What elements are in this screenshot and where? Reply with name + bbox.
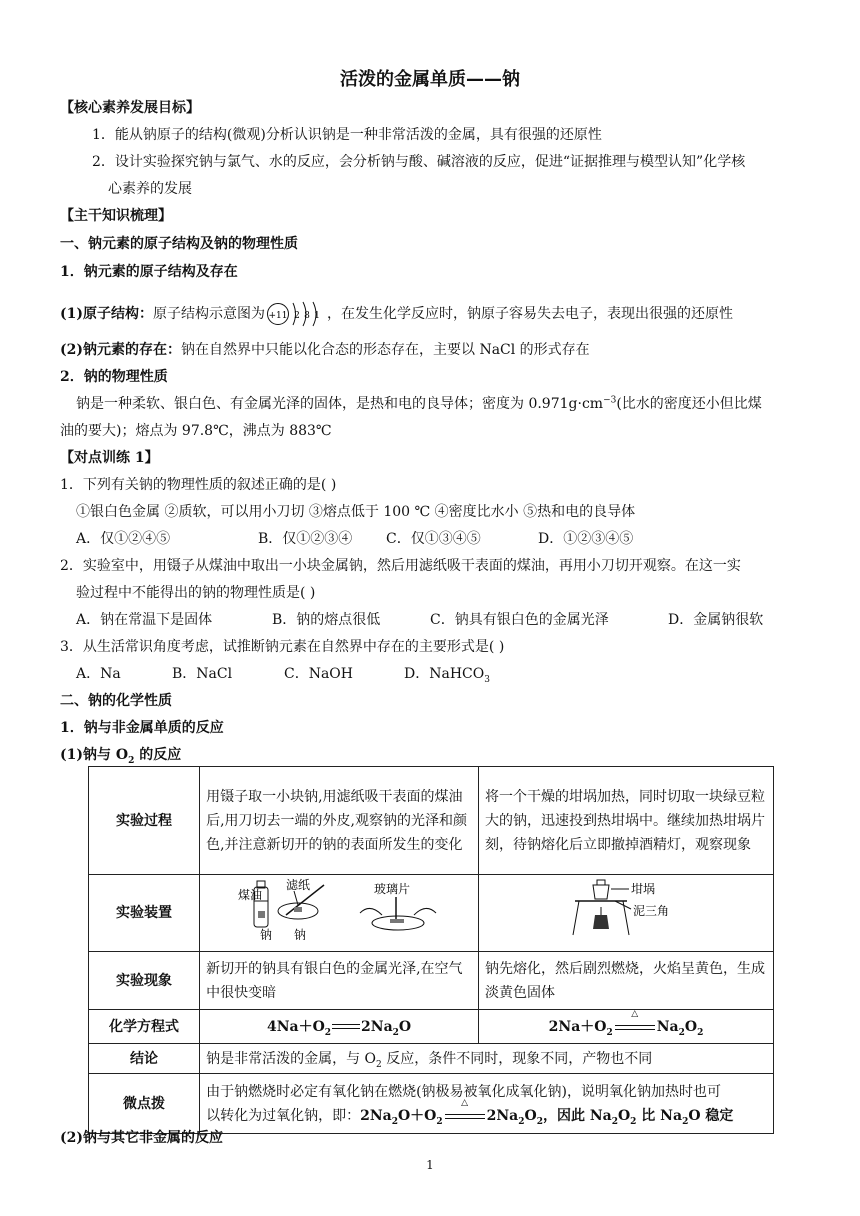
electron-shell-1: 2 <box>294 311 300 321</box>
row-head-equation: 化学方程式 <box>89 1010 200 1044</box>
row-head-process: 实验过程 <box>89 767 200 875</box>
page-number: 1 <box>426 1158 434 1172</box>
conclusion-cell: 钠是非常活泼的金属，与 $O_2$ 反应，条件不同时，现象不同，产物也不同 <box>200 1044 774 1074</box>
row-head-apparatus: 实验装置 <box>89 875 200 952</box>
question-3-option-a: A．Na <box>76 666 121 682</box>
question-1-option-d: D．①②③④⑤ <box>538 531 634 547</box>
heading-part-1: 一、钠元素的原子结构及钠的物理性质 <box>60 236 298 252</box>
physical-props-text-a: 钠是一种柔软、银白色、有金属光泽的固体，是热和电的良导体；密度为 0.971g·cm <box>76 396 604 412</box>
label-sodium-2: 钠 <box>294 928 307 942</box>
atomic-structure-paragraph <box>60 300 733 328</box>
label-kerosene: 煤油 <box>238 888 263 902</box>
electron-shell-3: 1 <box>314 311 320 321</box>
label-glass-slide: 玻璃片 <box>374 882 411 896</box>
tip-cell <box>200 1074 774 1134</box>
table-row <box>89 952 774 1010</box>
heating-equals-sign: △ <box>443 1109 487 1123</box>
atomic-structure-pre: 原子结构示意图为 <box>153 306 265 322</box>
label-crucible: 坩埚 <box>631 882 656 896</box>
phenomenon-cell-right: 钠先熔化，然后剧烈燃烧，火焰呈黄色，生成淡黄色固体 <box>479 952 774 1010</box>
question-3-option-b: B．NaCl <box>172 666 233 682</box>
heading-2-1-1: (1)钠与 $O_2$ 的反应 <box>60 747 182 766</box>
atomic-structure-post: ，在发生化学反应时，钠原子容易失去电子，表现出很强的还原性 <box>327 306 733 322</box>
heading-1-1: 1．钠元素的原子结构及存在 <box>60 264 238 280</box>
question-1-option-c: C．仅①③④⑤ <box>386 531 481 547</box>
atomic-structure-label: (1)原子结构： <box>60 306 153 322</box>
question-1: 1．下列有关钠的物理性质的叙述正确的是( ) <box>60 477 337 493</box>
page-title: 活泼的金属单质——钠 <box>340 69 520 90</box>
question-1-option-b: B．仅①②③④ <box>258 531 353 547</box>
heading-part-2: 二、钠的化学性质 <box>60 693 172 709</box>
question-2-option-a: A．钠在常温下是固体 <box>76 612 213 628</box>
goal-2-line1: 2．设计实验探究钠与氯气、水的反应，会分析钠与酸、碱溶液的反应，促进“证据推理与模型认知”化学核 <box>92 154 746 170</box>
physical-props-line2: 油的要大)；熔点为 97.8℃，沸点为 883℃ <box>60 423 332 439</box>
question-3-option-d: D．NaHCO$_3$ <box>404 666 490 685</box>
process-cell-left: 用镊子取一小块钠,用滤纸吸干表面的煤油后,用刀切去一端的外皮,观察钠的光泽和颜色,并注意新切开的钠的表面所发生的变化 <box>200 767 479 875</box>
heading-2-1-2: (2)钠与其它非金属的反应 <box>60 1130 223 1146</box>
existence-paragraph <box>60 340 590 360</box>
question-1-items: ①银白色金属 ②质软，可以用小刀切 ③熔点低于 100 ℃ ④密度比水小 ⑤热和电的良导体 <box>76 504 636 520</box>
label-filter-paper: 滤纸 <box>286 878 311 892</box>
row-head-conclusion: 结论 <box>89 1044 200 1074</box>
table-row <box>89 1010 774 1044</box>
label-sodium-1: 钠 <box>260 928 273 942</box>
question-2-line2: 验过程中不能得出的钠的物理性质是( ) <box>76 585 316 601</box>
question-2-line1: 2．实验室中，用镊子从煤油中取出一小块金属钠，然后用滤纸吸干表面的煤油，再用小刀切开观察。在这一实 <box>60 558 741 574</box>
goal-1: 1．能从钠原子的结构(微观)分析认识钠是一种非常活泼的金属，具有很强的还原性 <box>92 127 602 143</box>
cutting-sodium-apparatus-icon <box>200 875 476 943</box>
equals-sign <box>332 1024 360 1029</box>
label-clay-triangle: 泥三角 <box>633 904 670 918</box>
apparatus-cell-left <box>200 875 479 952</box>
question-3-option-c: C．NaOH <box>284 666 353 682</box>
heading-2-1: 1．钠与非金属单质的反应 <box>60 720 224 736</box>
process-cell-right: 将一个干燥的坩埚加热，同时切取一块绿豆粒大的钠，迅速投到热坩埚中。继续加热坩埚片刻，待钠熔化后立即撤掉酒精灯，观察现象 <box>479 767 774 875</box>
section-goals-heading: 【核心素养发展目标】 <box>60 100 200 116</box>
physical-props-line1 <box>76 394 762 414</box>
existence-text: 钠在自然界中只能以化合态的形态存在，主要以 NaCl 的形式存在 <box>181 342 590 358</box>
sodium-atom-diagram-icon <box>265 300 327 328</box>
density-exponent: −3 <box>603 395 617 406</box>
table-row <box>89 875 774 952</box>
heating-equals-sign <box>613 1008 657 1034</box>
phenomenon-cell-left: 新切开的钠具有银白色的金属光泽,在空气中很快变暗 <box>200 952 479 1010</box>
experiment-table <box>88 766 774 1134</box>
row-head-tip: 微点拨 <box>89 1074 200 1134</box>
crucible-heating-apparatus-icon <box>479 875 771 943</box>
existence-label: (2)钠元素的存在： <box>60 342 181 358</box>
section-training-heading: 【对点训练 1】 <box>60 450 159 466</box>
table-row <box>89 767 774 875</box>
equation-room-temp: $4Na+O_2$ $2Na_2O$ <box>200 1010 479 1044</box>
row-head-phenomenon: 实验现象 <box>89 952 200 1010</box>
section-knowledge-heading: 【主干知识梳理】 <box>60 208 172 224</box>
question-2-option-b: B．钠的熔点很低 <box>272 612 381 628</box>
table-row <box>89 1044 774 1074</box>
heading-1-2: 2．钠的物理性质 <box>60 369 168 385</box>
heat-mark: △ <box>631 1008 639 1019</box>
question-2-option-c: C．钠具有银白色的金属光泽 <box>430 612 609 628</box>
question-1-option-a: A．仅①②④⑤ <box>76 531 171 547</box>
physical-props-text-b: (比水的密度还小但比煤 <box>616 396 762 412</box>
apparatus-cell-right <box>479 875 774 952</box>
question-2-option-d: D．金属钠很软 <box>668 612 764 628</box>
table-row <box>89 1074 774 1134</box>
tip-line-2: 以转化为过氧化钠，即：$2Na_2O+O_2$ △ $2Na_2O_2$，因此 $Na_2O_2$ 比 $Na_2O$ 稳定 <box>206 1097 734 1127</box>
tip-line-1: 由于钠燃烧时必定有氧化钠在燃烧(钠极易被氧化成氧化钠)，说明氧化钠加热时也可 <box>206 1083 721 1100</box>
goal-2-line2: 心素养的发展 <box>108 181 192 197</box>
electron-shell-2: 8 <box>304 311 310 321</box>
question-3: 3．从生活常识角度考虑，试推断钠元素在自然界中存在的主要形式是( ) <box>60 639 505 655</box>
equation-heating: $2Na+O_2$ △ $Na_2O_2$ <box>479 1010 774 1044</box>
atom-nucleus-label: +11 <box>268 311 288 321</box>
